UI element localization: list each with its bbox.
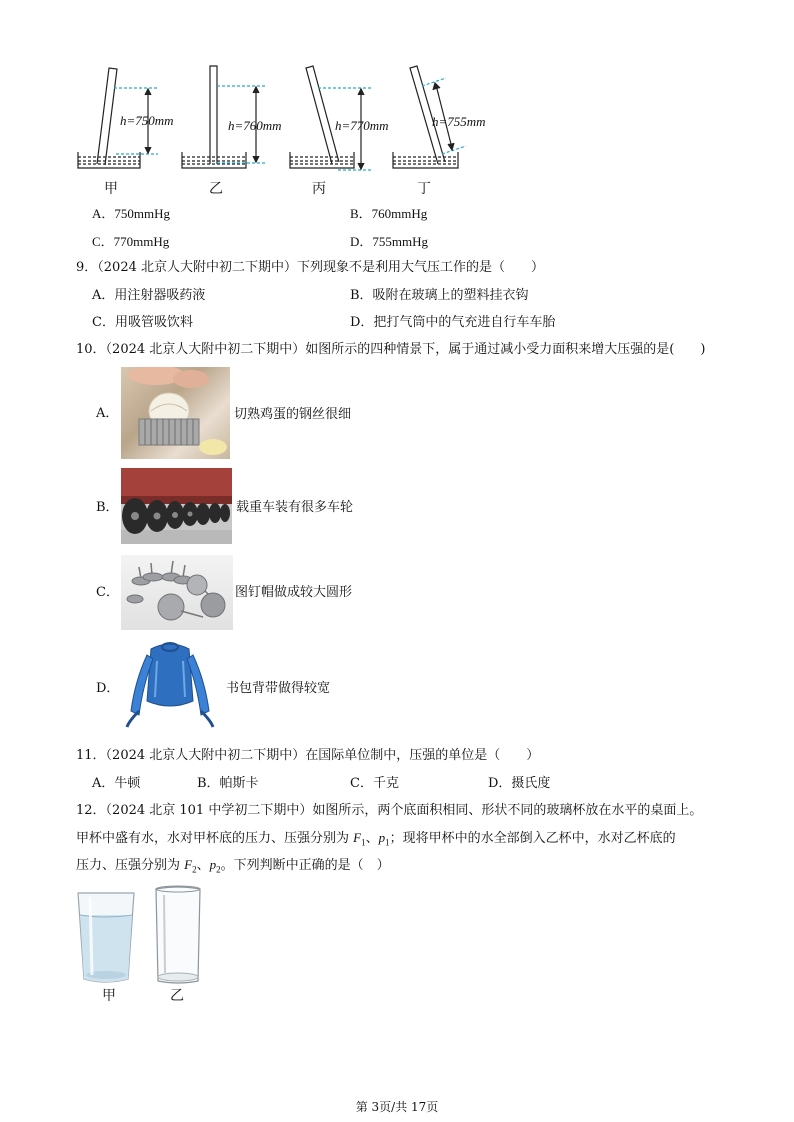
tube-label-jia: h=750mm bbox=[120, 113, 174, 128]
tube-label-ding: h=755mm bbox=[432, 114, 486, 129]
q12-separator-2: 、 bbox=[196, 858, 210, 873]
q12-symbol-p1: p bbox=[378, 830, 386, 845]
q10-option-a-caption: 切熟鸡蛋的钢丝很细 bbox=[234, 407, 352, 422]
tube-caption-bing: 丙 bbox=[312, 181, 326, 197]
q11-stem: 11．（2024 北京人大附中初二下期中）在国际单位制中，压强的单位是（ ） bbox=[76, 748, 540, 763]
q12-stem-line2 bbox=[76, 828, 676, 853]
q10-option-b-letter: B． bbox=[96, 500, 119, 515]
thumbtack-photo bbox=[121, 555, 233, 630]
q10-option-d-caption: 书包背带做得较宽 bbox=[226, 681, 331, 696]
q9-option-c: C．用吸管吸饮料 bbox=[92, 315, 193, 330]
tube-yi bbox=[182, 66, 266, 168]
q9-option-b: B．吸附在玻璃上的塑料挂衣钩 bbox=[350, 288, 529, 303]
q12-symbol-p2: p bbox=[209, 857, 217, 872]
q10-option-b-caption: 载重车装有很多车轮 bbox=[236, 500, 354, 515]
tube-label-bing: h=770mm bbox=[335, 118, 389, 133]
q12-sub-p1: 1 bbox=[385, 837, 390, 848]
q11-option-d: D．摄氏度 bbox=[488, 776, 551, 791]
q8-option-b: B．760mmHg bbox=[350, 206, 428, 221]
q12-line2-text-a: 甲杯中盛有水，水对甲杯底的压力、压强分别为 bbox=[76, 831, 354, 846]
tube-label-yi: h=760mm bbox=[228, 118, 282, 133]
q12-sub-f2: 2 bbox=[192, 864, 197, 875]
q12-separator-1: 、 bbox=[365, 831, 379, 846]
barometer-tubes-figure bbox=[70, 60, 500, 200]
q10-option-d-letter: D． bbox=[96, 681, 120, 696]
q12-symbol-f2: F bbox=[184, 857, 193, 872]
q9-option-a: A．用注射器吸药液 bbox=[92, 288, 206, 303]
q12-stem-line3 bbox=[76, 855, 390, 880]
q12-line3-text-a: 压力、压强分别为 bbox=[76, 858, 185, 873]
q12-sub-f1: 1 bbox=[361, 837, 366, 848]
q10-option-a-letter: A． bbox=[96, 406, 119, 421]
q10-option-c-caption: 图钉帽做成较大圆形 bbox=[235, 585, 353, 600]
q12-symbol-f1: F bbox=[353, 830, 362, 845]
q12-sub-p2: 2 bbox=[216, 864, 221, 875]
truck-wheels-photo bbox=[121, 468, 232, 544]
cup-caption-jia: 甲 bbox=[102, 988, 116, 1004]
backpack-photo bbox=[121, 641, 219, 732]
q8-option-a: A．750mmHg bbox=[92, 206, 171, 221]
tube-caption-yi: 乙 bbox=[209, 181, 223, 197]
cup-caption-yi: 乙 bbox=[170, 988, 184, 1004]
tube-caption-jia: 甲 bbox=[104, 181, 118, 197]
q11-option-b: B．帕斯卡 bbox=[197, 776, 259, 791]
tube-caption-ding: 丁 bbox=[417, 181, 431, 197]
q8-option-d: D．755mmHg bbox=[350, 234, 429, 249]
q11-option-c: C．千克 bbox=[350, 776, 399, 791]
glass-cups-figure bbox=[76, 885, 206, 990]
q10-option-c-letter: C． bbox=[96, 585, 119, 600]
egg-slicer-photo bbox=[121, 367, 230, 459]
q9-option-d: D．把打气筒中的气充进自行车车胎 bbox=[350, 315, 556, 330]
q8-option-c: C．770mmHg bbox=[92, 234, 170, 249]
q11-option-a: A．牛顿 bbox=[92, 776, 141, 791]
q9-stem: 9．（2024 北京人大附中初二下期中）下列现象不是利用大气压工作的是（ ） bbox=[76, 260, 544, 275]
q10-stem: 10．（2024 北京人大附中初二下期中）如图所示的四种情景下，属于通过减小受力面积来增大压强的是( ) bbox=[76, 342, 706, 357]
page-footer: 第 3页/共 17页 bbox=[355, 1100, 439, 1114]
q12-line2-text-b: ；现将甲杯中的水全部倒入乙杯中，水对乙杯底的 bbox=[389, 831, 676, 846]
q12-stem-line1: 12．（2024 北京 101 中学初二下期中）如图所示，两个底面积相同、形状不同的玻璃杯放在水平的桌面上。 bbox=[76, 803, 703, 818]
q12-line3-text-b: 。下列判断中正确的是（ ） bbox=[220, 858, 390, 873]
